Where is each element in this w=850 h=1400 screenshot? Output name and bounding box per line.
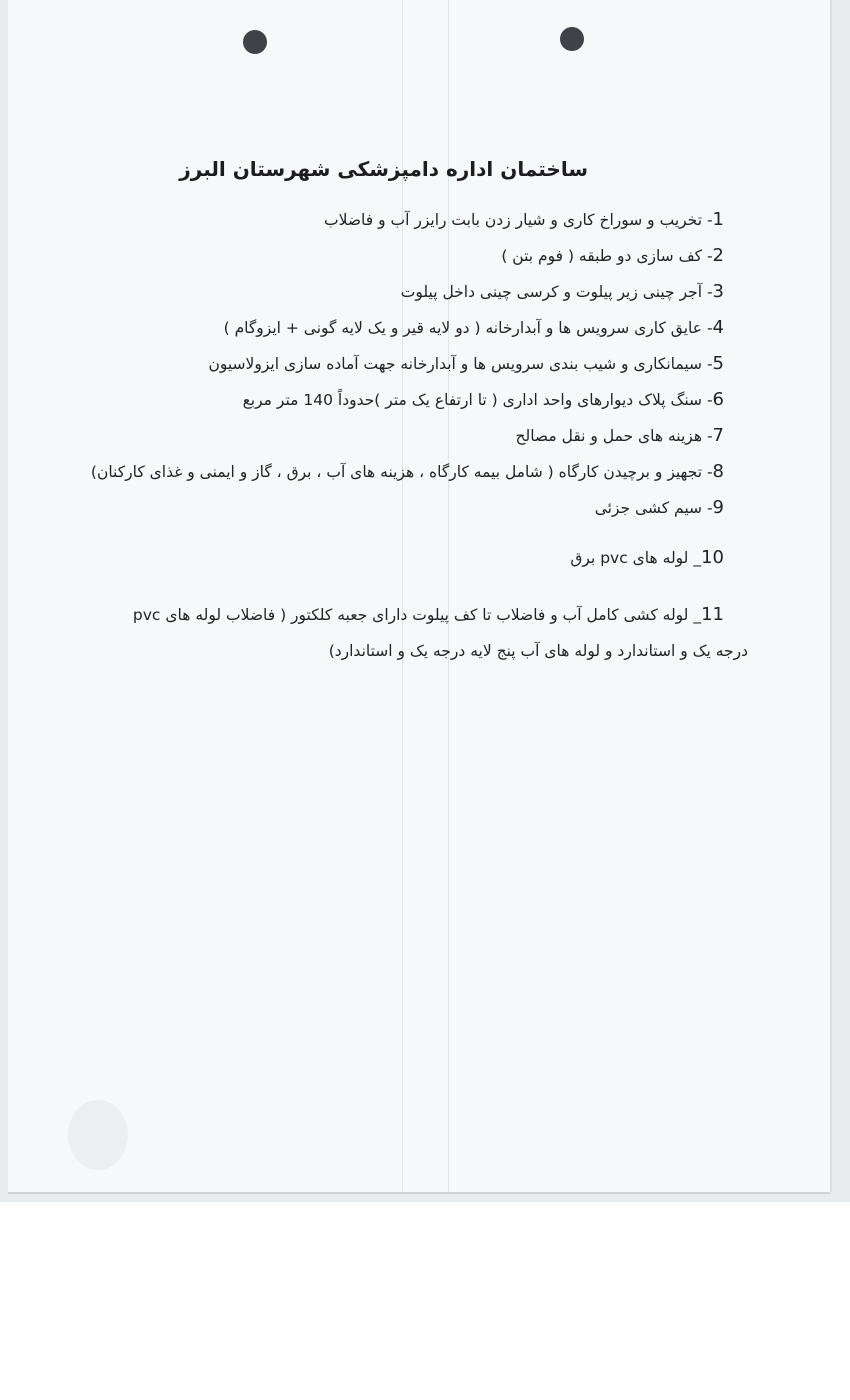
list-item: 8- تجهیز و برچیدن کارگاه ( شامل بیمه کارگاه ، هزینه های آب ، برق ، گاز و ایمنی و غذای کارکنان) bbox=[90, 461, 724, 482]
scan-smudge bbox=[68, 1100, 128, 1170]
list-item: 2- کف سازی دو طبقه ( فوم بتن ) bbox=[501, 245, 724, 266]
list-item: 4- عایق کاری سرویس ها و آبدارخانه ( دو لایه قیر و یک لایه گونی + ایزوگام ) bbox=[223, 317, 724, 338]
document-title: ساختمان اداره دامپزشکی شهرستان البرز bbox=[179, 157, 588, 181]
list-item: 7- هزینه های حمل و نقل مصالح bbox=[515, 425, 724, 446]
list-item: 5- سیمانکاری و شیب بندی سرویس ها و آبدارخانه جهت آماده سازی ایزولاسیون bbox=[208, 353, 724, 374]
list-item: 10_ لوله های pvc برق bbox=[570, 547, 724, 568]
punch-hole-right bbox=[560, 27, 584, 51]
list-item: 3- آجر چینی زیر پیلوت و کرسی چینی داخل پیلوت bbox=[400, 281, 724, 302]
punch-hole-left bbox=[243, 30, 267, 54]
list-item: 6- سنگ پلاک دیوارهای واحد اداری ( تا ارتفاع یک متر )حدوداً 140 متر مربع bbox=[242, 389, 724, 410]
list-item-continuation: درجه یک و استاندارد و لوله های آب پنج لایه درجه یک و استاندارد) bbox=[328, 642, 748, 660]
list-item: 9- سیم کشی جزئی bbox=[594, 497, 724, 518]
list-item: 1- تخریب و سوراخ کاری و شیار زدن بابت رایزر آب و فاضلاب bbox=[324, 209, 724, 230]
list-item: 11_ لوله کشی کامل آب و فاضلاب تا کف پیلوت دارای جعبه کلکتور ( فاضلاب لوله های pvc درجه یک و استاندارد و لوله های آب پنج لایه درجه یک و استاندارد) bbox=[104, 597, 724, 669]
